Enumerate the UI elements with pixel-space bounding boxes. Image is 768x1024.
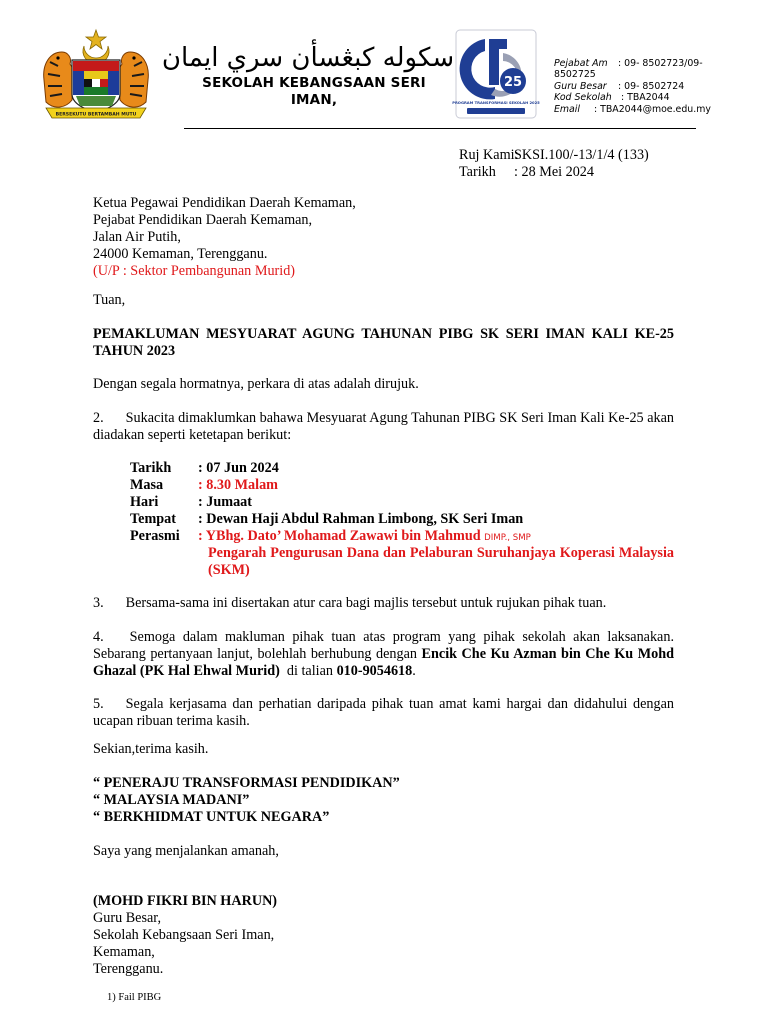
school-name: SEKOLAH KEBANGSAAN SERI IMAN, [202, 75, 426, 108]
header-divider [184, 128, 696, 129]
contact-label: Pejabat Am [554, 58, 608, 69]
paragraph-number: 3. [93, 595, 104, 611]
contact-label: Guru Besar [554, 80, 607, 92]
recipient-line: 24000 Kemaman, Terengganu. [93, 246, 268, 262]
perasmi-title: Pengarah Pengurusan Dana dan Pelaburan Suruhanjaya Koperasi Malaysia (SKM) [208, 545, 674, 578]
detail-label: Hari [130, 494, 159, 510]
jawi-school-name [161, 36, 455, 78]
slogan-line: “ PENERAJU TRANSFORMASI PENDIDIKAN” [93, 775, 400, 791]
jawi-text: سکوله کبڠسأن سري ايمان [161, 43, 455, 73]
paragraph-3 [93, 595, 606, 612]
slogans [93, 775, 400, 826]
detail-row-tarikh [130, 460, 531, 477]
paragraph-text: Semoga dalam makluman pihak tuan atas program yang pihak sekolah akan laksanakan. Sebarang pertanyaan lanjut, bolehlah berhubung dengan [93, 629, 674, 662]
recipient-address [93, 195, 356, 280]
ref-label: Ruj Kami: [459, 147, 519, 163]
paragraph-number: 5. [93, 696, 104, 712]
recipient-line: Ketua Pegawai Pendidikan Daerah Kemaman, [93, 195, 356, 211]
signatory-name: (MOHD FIKRI BIN HARUN) [93, 893, 278, 909]
contact-row-guru-besar [554, 81, 730, 92]
honours: DIMP., SMP [484, 533, 531, 543]
letter-date: : 28 Mei 2024 [514, 164, 594, 180]
paragraph-number: 4. [93, 629, 104, 645]
recipient-line: Pejabat Pendidikan Daerah Kemaman, [93, 212, 313, 228]
signatory-line: Terengganu. [93, 961, 164, 977]
contact-row-email [554, 104, 730, 115]
paragraph-text: di talian [286, 663, 334, 679]
contact-value: : TBA2044 [621, 92, 670, 104]
paragraph-2 [93, 410, 674, 444]
logo-number: 25 [503, 75, 523, 90]
contact-value: : 09- 8502724 [618, 80, 685, 92]
contact-row-kod-sekolah [554, 92, 730, 103]
detail-value: : Jumaat [198, 494, 252, 510]
contact-label: Kod Sekolah [554, 92, 612, 104]
detail-label: Perasmi [130, 528, 180, 544]
closing-line: Sekian,terima kasih. [93, 741, 209, 757]
crest-ribbon-text: BERSEKUTU BERTAMBAH MUTU [55, 112, 137, 118]
signatory-line: Guru Besar, [93, 910, 161, 926]
paragraph-number: 2. [93, 410, 104, 426]
contact-block [554, 58, 730, 118]
date-label: Tarikh [459, 164, 496, 180]
detail-value: : YBhg. Dato’ Mohamad Zawawi bin Mahmud [198, 528, 481, 544]
detail-row-hari [130, 494, 531, 511]
detail-value: : 8.30 Malam [198, 477, 278, 493]
salutation: Tuan, [93, 292, 126, 308]
paragraph-text: Bersama-sama ini disertakan atur cara bagi majlis tersebut untuk rujukan pihak tuan. [125, 595, 607, 611]
ref-number: SKSI.100/-13/1/4 (133) [514, 147, 649, 163]
contact-value: : TBA2044@moe.edu.my [594, 103, 711, 115]
contact-row-pejabat [554, 58, 730, 81]
paragraph-4 [93, 629, 674, 680]
ts25-program-logo [452, 29, 540, 119]
slogan-line: “ MALAYSIA MADANI” [93, 792, 250, 808]
contact-value: : 09- 8502723/09-8502725 [554, 58, 703, 81]
intro-paragraph: Dengan segala hormatnya, perkara di atas adalah dirujuk. [93, 376, 419, 392]
meeting-details [130, 460, 531, 547]
logo-caption: PROGRAM TRANSFORMASI SEKOLAH 2025 [452, 101, 540, 105]
paragraph-text: Segala kerjasama dan perhatian daripada pihak tuan amat kami hargai dan didahului dengan ucapan ribuan terima kasih. [93, 696, 674, 729]
carbon-copy-note: 1) Fail PIBG [107, 992, 162, 1003]
signatory-block [93, 893, 277, 978]
recipient-attention: (U/P : Sektor Pembangunan Murid) [93, 263, 296, 279]
coat-of-arms-logo [36, 28, 156, 122]
detail-label: Tempat [130, 511, 176, 527]
signatory-line: Sekolah Kebangsaan Seri Iman, [93, 927, 275, 943]
paragraph-text: Sukacita dimaklumkan bahawa Mesyuarat Agung Tahunan PIBG SK Seri Iman Kali Ke-25 akan diadakan seperti ketetapan berikut: [93, 410, 674, 443]
detail-row-tempat [130, 511, 531, 528]
detail-row-masa [130, 477, 531, 494]
reference-block [459, 147, 649, 181]
signoff-line: Saya yang menjalankan amanah, [93, 843, 279, 859]
paragraph-end: . [412, 663, 416, 679]
detail-label: Masa [130, 477, 164, 493]
paragraph-5 [93, 696, 674, 730]
letter-subject: PEMAKLUMAN MESYUARAT AGUNG TAHUNAN PIBG SK SERI IMAN KALI KE-25 TAHUN 2023 [93, 326, 674, 359]
contact-person: Encik Che Ku Azman bin Che Ku Mohd Ghazal (PK Hal Ehwal Murid) [93, 646, 674, 679]
contact-label: Email [554, 103, 581, 115]
detail-value: : Dewan Haji Abdul Rahman Limbong, SK Seri Iman [198, 511, 524, 527]
detail-value: : 07 Jun 2024 [198, 460, 279, 476]
contact-phone: 010-9054618 [336, 663, 413, 679]
recipient-line: Jalan Air Putih, [93, 229, 181, 245]
slogan-line: “ BERKHIDMAT UNTUK NEGARA” [93, 809, 330, 825]
detail-label: Tarikh [130, 460, 172, 476]
signatory-line: Kemaman, [93, 944, 155, 960]
